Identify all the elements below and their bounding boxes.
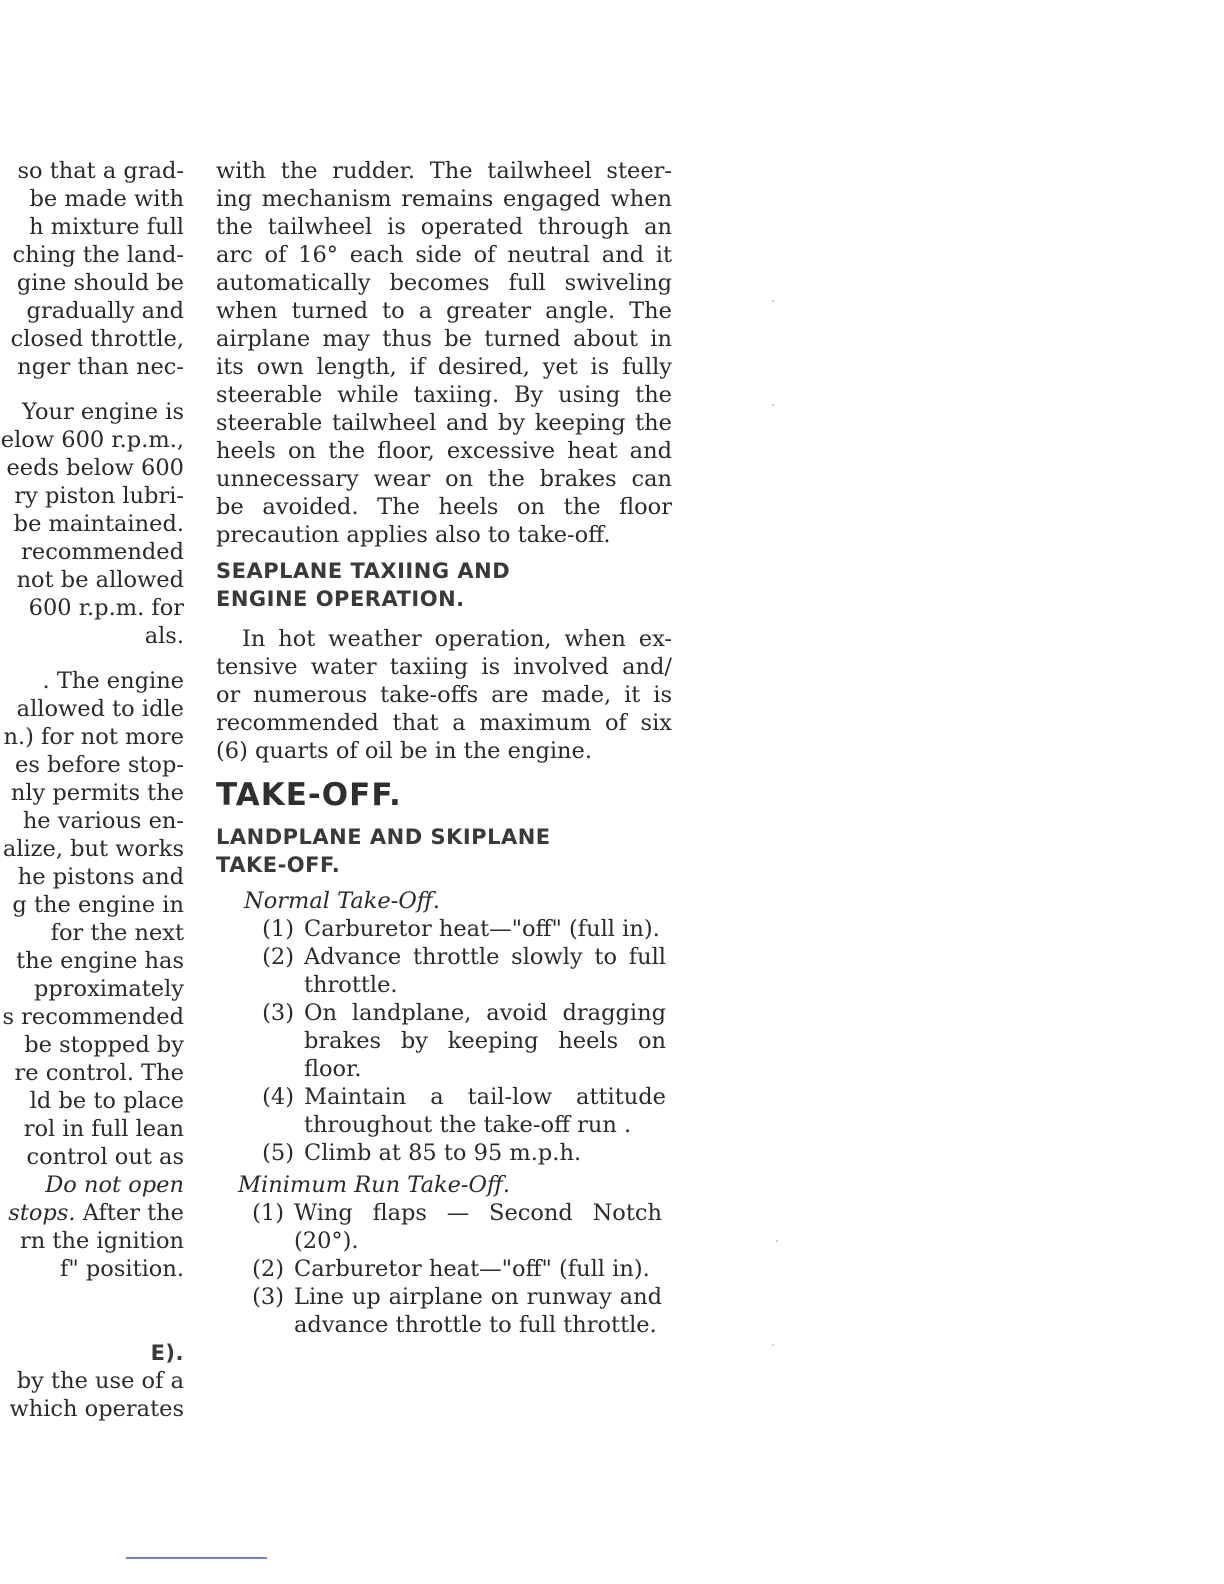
paragraph-tailwheel-steering bbox=[216, 157, 672, 549]
item-text: On landplane, avoid dragging brakes by keeping heels on floor. bbox=[304, 1000, 666, 1082]
heading-fragment: E). bbox=[150, 1341, 184, 1365]
list-normal-takeoff bbox=[216, 915, 666, 1167]
heading-line: LANDPLANE AND SKIPLANE bbox=[216, 825, 551, 849]
heading-take-off: TAKE-OFF. bbox=[216, 777, 402, 813]
text-line: gine should be bbox=[16, 270, 184, 296]
list-item bbox=[254, 915, 666, 943]
heading-line: ENGINE OPERATION. bbox=[216, 587, 465, 611]
text-line: or numerous take-offs are made, it is bbox=[216, 682, 672, 708]
item-number: (3) bbox=[252, 1284, 284, 1310]
list-minimum-run-takeoff bbox=[216, 1199, 662, 1339]
text-line: In hot weather operation, when ex- bbox=[242, 626, 672, 652]
item-number: (5) bbox=[262, 1140, 294, 1166]
list-item bbox=[244, 1283, 662, 1339]
subtitle-minimum-run-takeoff: Minimum Run Take-Off. bbox=[238, 1172, 511, 1198]
item-number: (1) bbox=[252, 1200, 284, 1226]
text-line: the tailwheel is operated through an bbox=[216, 214, 672, 240]
text-line: automatically becomes full swiveling bbox=[216, 270, 672, 296]
text-line: be made with bbox=[29, 186, 184, 212]
item-text: Carburetor heat—"off" (full in). bbox=[304, 916, 660, 942]
text-line: 600 r.p.m. for bbox=[28, 595, 184, 621]
heading-landplane-skiplane-takeoff bbox=[216, 823, 672, 879]
text-line: gradually and bbox=[26, 298, 184, 324]
text-line: Your engine is bbox=[22, 399, 184, 425]
item-text: Climb at 85 to 95 m.p.h. bbox=[304, 1140, 582, 1166]
text-line: so that a grad- bbox=[17, 158, 184, 184]
text-line: nger than nec- bbox=[17, 354, 184, 380]
list-item bbox=[254, 1083, 666, 1139]
heading-line: TAKE-OFF. bbox=[216, 853, 341, 877]
text-line: ching the land- bbox=[12, 242, 184, 268]
text-line-italic: Do not open bbox=[45, 1172, 184, 1198]
item-number: (4) bbox=[262, 1084, 294, 1110]
text-line: g the engine in bbox=[12, 892, 184, 918]
text-line: he various en- bbox=[22, 808, 184, 834]
item-number: (2) bbox=[252, 1256, 284, 1282]
text-line: ld be to place bbox=[29, 1088, 184, 1114]
scan-speck bbox=[776, 1240, 778, 1242]
text-line: allowed to idle bbox=[16, 696, 184, 722]
text-line: . The engine bbox=[42, 668, 184, 694]
text-line: alize, but works bbox=[2, 836, 184, 862]
text-line: re control. The bbox=[14, 1060, 184, 1086]
text-line: he pistons and bbox=[17, 864, 184, 890]
text-line: n.) for not more bbox=[3, 724, 184, 750]
item-number: (2) bbox=[262, 944, 294, 970]
text-line: arc of 16° each side of neutral and it bbox=[216, 242, 672, 268]
footer-rule bbox=[126, 1557, 267, 1559]
spacer bbox=[0, 1283, 184, 1339]
text-line: recommended bbox=[21, 539, 184, 565]
italic-fragment: stops. bbox=[8, 1200, 76, 1226]
text-line: with the rudder. The tailwheel steer- bbox=[216, 158, 672, 184]
text-line: f" position. bbox=[60, 1256, 184, 1282]
text-line: h mixture full bbox=[29, 214, 184, 240]
text-line: closed throttle, bbox=[10, 326, 184, 352]
item-text: Advance throttle slowly to full throttle. bbox=[304, 944, 666, 998]
text-line: be maintained. bbox=[13, 511, 184, 537]
spacer bbox=[0, 650, 184, 667]
list-item bbox=[254, 999, 666, 1083]
list-item bbox=[254, 1139, 666, 1167]
item-text: Wing flaps — Second Notch (20°). bbox=[294, 1200, 662, 1254]
text-line: es before stop- bbox=[15, 752, 184, 778]
text-line: eeds below 600 bbox=[6, 455, 184, 481]
item-text: Carburetor heat—"off" (full in). bbox=[294, 1256, 650, 1282]
text-line: s recommended bbox=[2, 1004, 184, 1030]
text-line: als. bbox=[144, 623, 184, 649]
text-line: by the use of a bbox=[16, 1368, 184, 1394]
left-column-fragment bbox=[0, 157, 184, 1423]
text-line: precaution applies also to take-off. bbox=[216, 522, 611, 548]
text-line: be stopped by bbox=[24, 1032, 184, 1058]
text-line: when turned to a greater angle. The bbox=[216, 298, 672, 324]
text-line: tensive water taxiing is involved and/ bbox=[216, 654, 672, 680]
text-line: not be allowed bbox=[16, 567, 184, 593]
scan-speck bbox=[772, 404, 774, 406]
text-line: nly permits the bbox=[10, 780, 184, 806]
item-number: (1) bbox=[262, 916, 294, 942]
text-line: which operates bbox=[9, 1396, 184, 1422]
text-line: ry piston lubri- bbox=[14, 483, 184, 509]
text-line: steerable while taxiing. By using the bbox=[216, 382, 672, 408]
item-text: Maintain a tail-low attitude throughout the take-off run . bbox=[304, 1084, 666, 1138]
text-line: steerable tailwheel and by keeping the bbox=[216, 410, 672, 436]
right-column bbox=[216, 157, 672, 1339]
text-line: (6) quarts of oil be in the engine. bbox=[216, 738, 593, 764]
scan-speck bbox=[772, 300, 774, 302]
text-line: recommended that a maximum of six bbox=[216, 710, 672, 736]
subtitle-normal-takeoff: Normal Take-Off. bbox=[244, 888, 440, 914]
list-item bbox=[254, 943, 666, 999]
text-line: rol in full lean bbox=[23, 1116, 184, 1142]
text-line: the engine has bbox=[16, 948, 184, 974]
text-line: elow 600 r.p.m., bbox=[0, 427, 184, 453]
text-fragment: After the bbox=[75, 1200, 184, 1226]
item-text: Line up airplane on runway and advance throttle to full throttle. bbox=[294, 1284, 662, 1338]
text-line: its own length, if desired, yet is fully bbox=[216, 354, 672, 380]
text-line: airplane may thus be turned about in bbox=[216, 326, 672, 352]
scan-speck bbox=[772, 1344, 774, 1346]
text-line: be avoided. The heels on the floor bbox=[216, 494, 672, 520]
heading-seaplane-taxiing bbox=[216, 557, 672, 613]
text-line: for the next bbox=[50, 920, 184, 946]
text-line: rn the ignition bbox=[20, 1228, 184, 1254]
list-item bbox=[244, 1199, 662, 1255]
text-line bbox=[0, 1199, 184, 1227]
paragraph-hot-weather-operation bbox=[216, 625, 672, 765]
heading-line: SEAPLANE TAXIING AND bbox=[216, 559, 511, 583]
text-line: pproximately bbox=[33, 976, 184, 1002]
text-line: heels on the floor, excessive heat and bbox=[216, 438, 672, 464]
list-item bbox=[244, 1255, 662, 1283]
text-line: control out as bbox=[26, 1144, 184, 1170]
text-line: unnecessary wear on the brakes can bbox=[216, 466, 672, 492]
item-number: (3) bbox=[262, 1000, 294, 1026]
spacer bbox=[0, 381, 184, 398]
text-line: ing mechanism remains engaged when bbox=[216, 186, 672, 212]
